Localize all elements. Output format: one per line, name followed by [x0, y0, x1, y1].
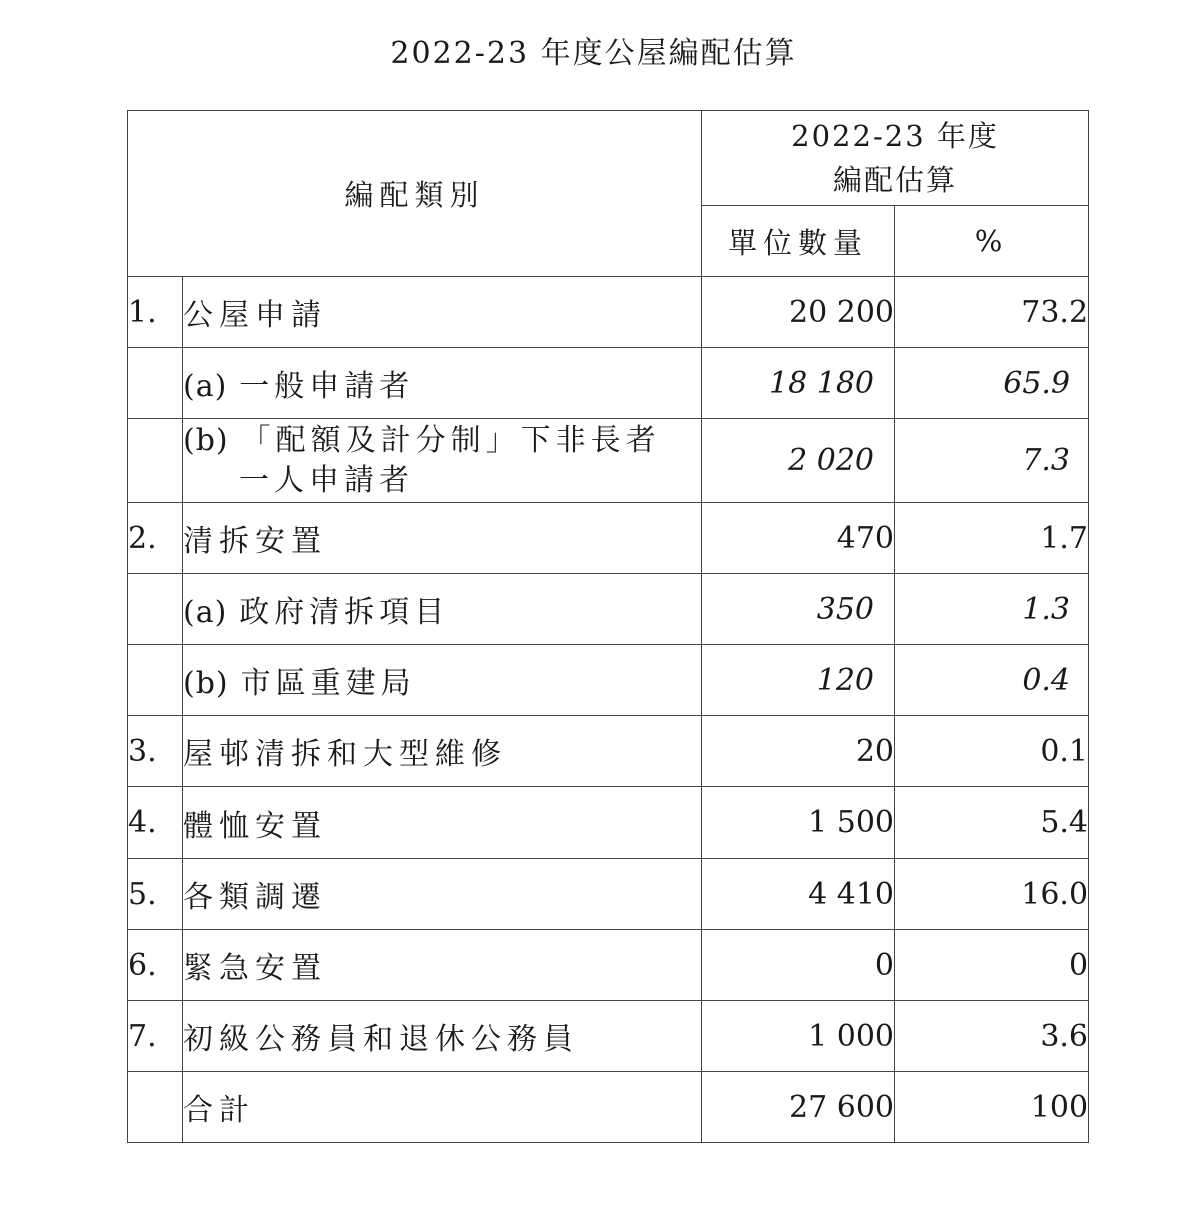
row-percent: 3.6: [895, 1001, 1089, 1072]
total-units: 27 600: [702, 1072, 895, 1143]
table-row: [128, 859, 1089, 930]
row-sub-index: (b): [183, 666, 229, 701]
row-label: 公屋申請: [183, 277, 702, 348]
table-row: [128, 277, 1089, 348]
table-row: [128, 1001, 1089, 1072]
row-percent: 5.4: [895, 787, 1089, 859]
row-units: 2 020: [702, 419, 895, 503]
table-row: [128, 787, 1089, 859]
total-label: 合計: [183, 1072, 702, 1143]
row-units: 1 500: [702, 787, 895, 859]
total-row: [128, 1072, 1089, 1143]
header-units: 單位數量: [702, 206, 895, 277]
row-number: 6.: [128, 930, 183, 1001]
row-number: [128, 645, 183, 716]
row-percent: 0: [895, 930, 1089, 1001]
row-number: 2.: [128, 503, 183, 574]
row-label: [183, 348, 702, 419]
row-units: 4 410: [702, 859, 895, 930]
row-number: 7.: [128, 1001, 183, 1072]
row-percent: 7.3: [895, 419, 1089, 503]
row-number: 4.: [128, 787, 183, 859]
row-sub-label-line2: 一人申請者: [239, 462, 414, 498]
row-number: 3.: [128, 716, 183, 787]
table-row: [128, 419, 1089, 503]
row-units: 0: [702, 930, 895, 1001]
row-units: 18 180: [702, 348, 895, 419]
row-sub-index: (b): [183, 422, 229, 458]
table-row: [128, 574, 1089, 645]
row-percent: 1.7: [895, 503, 1089, 574]
row-sub-index: (a): [183, 369, 228, 404]
row-label: [183, 645, 702, 716]
row-label: 清拆安置: [183, 503, 702, 574]
table-row: [128, 716, 1089, 787]
row-label: [183, 574, 702, 645]
row-units: 20: [702, 716, 895, 787]
row-label: 體恤安置: [183, 787, 702, 859]
row-sub-label: 「配額及計分制」下非長者: [240, 422, 661, 458]
row-number: [128, 1072, 183, 1143]
row-label: [183, 419, 702, 503]
row-number: [128, 348, 183, 419]
row-sub-label: 政府清拆項目: [239, 595, 450, 630]
row-sub-index: (a): [183, 595, 228, 630]
row-number: 5.: [128, 859, 183, 930]
row-percent: 1.3: [895, 574, 1089, 645]
row-percent: 73.2: [895, 277, 1089, 348]
allocation-table: [127, 110, 1089, 1143]
page-title: 2022-23 年度公屋編配估算: [390, 36, 797, 71]
total-percent: 100: [895, 1072, 1089, 1143]
row-units: 20 200: [702, 277, 895, 348]
table-row: [128, 930, 1089, 1001]
row-number: [128, 574, 183, 645]
row-label: 屋邨清拆和大型維修: [183, 716, 702, 787]
header-period: [702, 111, 1089, 206]
row-label: 緊急安置: [183, 930, 702, 1001]
row-units: 120: [702, 645, 895, 716]
row-percent: 16.0: [895, 859, 1089, 930]
header-percent: %: [895, 206, 1089, 277]
row-percent: 0.4: [895, 645, 1089, 716]
table-row: [128, 348, 1089, 419]
row-units: 1 000: [702, 1001, 895, 1072]
row-label: 初級公務員和退休公務員: [183, 1001, 702, 1072]
row-percent: 0.1: [895, 716, 1089, 787]
row-number: 1.: [128, 277, 183, 348]
row-units: 350: [702, 574, 895, 645]
header-period-year: 2022-23 年度: [791, 119, 999, 153]
header-period-label: 編配估算: [833, 163, 958, 197]
table-row: [128, 645, 1089, 716]
row-label: 各類調遷: [183, 859, 702, 930]
header-category: 編配類別: [128, 111, 702, 277]
row-percent: 65.9: [895, 348, 1089, 419]
row-number: [128, 419, 183, 503]
row-sub-label: 市區重建局: [240, 666, 416, 701]
row-units: 470: [702, 503, 895, 574]
table-row: [128, 503, 1089, 574]
row-sub-label: 一般申請者: [239, 369, 415, 404]
